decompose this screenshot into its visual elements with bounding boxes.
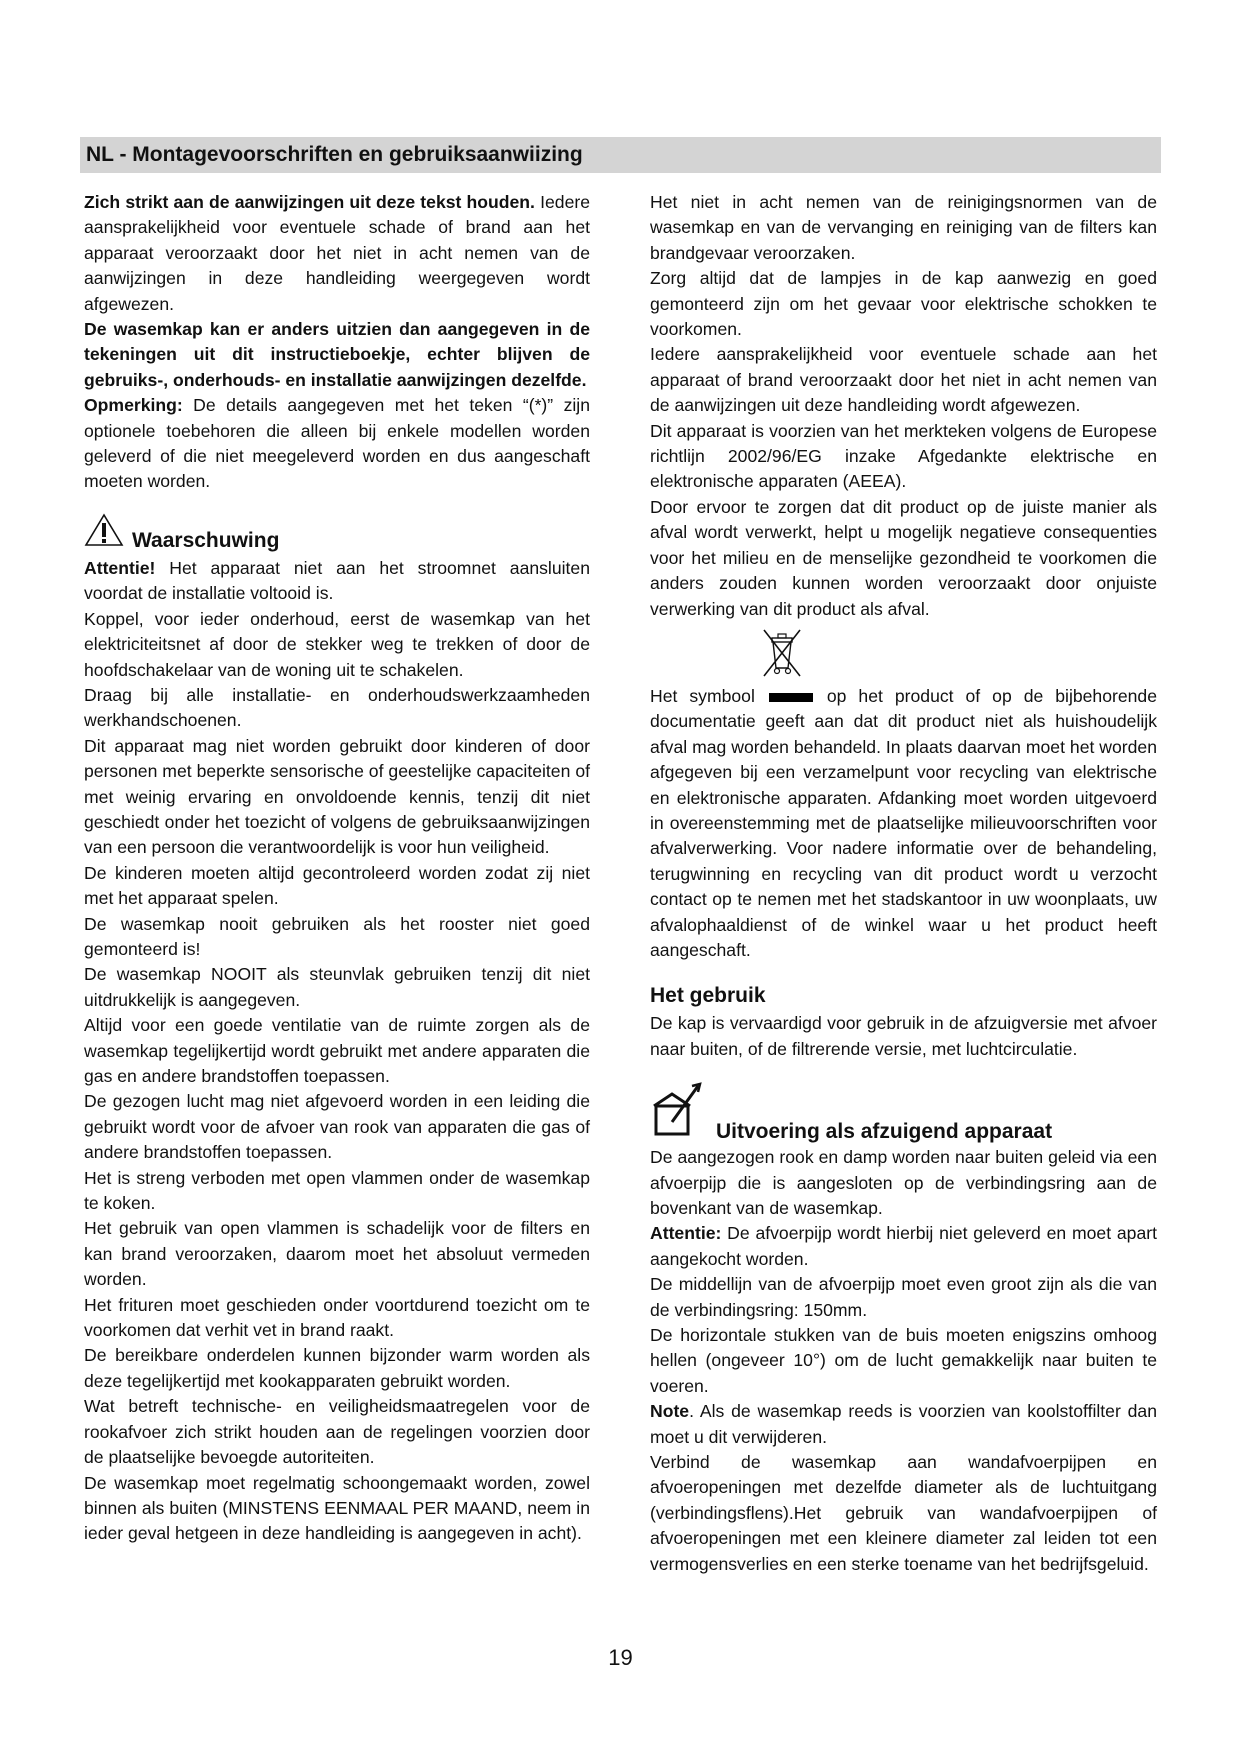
extraction-attention-paragraph <box>650 1221 1157 1272</box>
warning-paragraph: Het gebruik van open vlammen is schadelijk voor de filters en kan brand veroorzaken, daarom moet het absoluut vermeden worden. <box>84 1218 590 1290</box>
diameter-paragraph: De middellijn van de afvoerpijp moet even groot zijn als die van de verbindingsring: 150mm. <box>650 1274 1157 1320</box>
note-paragraph <box>84 393 590 495</box>
lamps-paragraph: Zorg altijd dat de lampjes in de kap aanwezig en goed gemonteerd zijn om het gevaar voor elektrische schokken te voorkomen. <box>650 268 1157 340</box>
liability-paragraph: Iedere aansprakelijkheid voor eventuele schade aan het apparaat of brand veroorzaakt door het niet in acht nemen van de aanwijzingen uit deze handleiding wordt afgewezen. <box>650 344 1157 416</box>
symbol-text: op het product of op de bijbehorende documentatie geeft aan dat dit product niet als huishoudelijk afval mag worden behandeld. In plaats daarvan moet het worden afgegeven bij een verzamelpunt voor recycling van elektrische en elektronische apparaten. Afdanking moet worden uitgevoerd in overeenstemming met de plaatselijke milieuvoorschriften voor afvalverwerking. Voor nadere informatie over de behandeling, terugwinning en recycling van dit product wordt u verzocht contact op te nemen met het stadskantoor in uw woonplaats, uw afvalophaaldienst of de winkel waar u het product heeft aangeschaft. <box>650 685 1158 960</box>
right-column <box>650 190 1157 1577</box>
warning-paragraph: Dit apparaat mag niet worden gebruikt door kinderen of door personen met beperkte sensorische of geestelijke capaciteiten of met weinig ervaring en onvoldoende kennis, tenzij dit niet geschiedt onder het toezicht of volgens de gebruiksaanwijzingen van een persoon die verantwoordelijk is voor hun veiligheid. <box>84 735 590 858</box>
weee-paragraph: Dit apparaat is voorzien van het merkteken volgens de Europese richtlijn 2002/96/EG inzake Afgedankte elektrische en elektronische apparaten (AEEA). <box>650 420 1157 492</box>
use-paragraph: De kap is vervaardigd voor gebruik in de afzuigversie met afvoer naar buiten, of de filtrerende versie, met luchtcirculatie. <box>650 1013 1157 1059</box>
appearance-paragraph: De wasemkap kan er anders uitzien dan aangegeven in de tekeningen uit dit instructieboekje, echter blijven de gebruiks-, onderhouds- en installatie aanwijzingen dezelfde. <box>84 319 590 390</box>
section-header-bar <box>80 137 1161 173</box>
house-extraction-icon <box>650 1082 708 1145</box>
warning-paragraph: Koppel, voor ieder onderhoud, eerst de wasemkap van het elektriciteitsnet af door de stekker weg te trekken of door de hoofdschakelaar van de woning uit te schakelen. <box>84 608 590 680</box>
warning-paragraph: De bereikbare onderdelen kunnen bijzonder warm worden als deze tegelijkertijd met kookapparaten gebruikt worden. <box>84 1345 590 1391</box>
warning-paragraph: De gezogen lucht mag niet afgevoerd worden in een leiding die gebruikt wordt voor de afvoer van rook van apparaten die gas of andere brandstoffen toepassen. <box>84 1091 590 1163</box>
extraction-attention-text: De afvoerpijp wordt hierbij niet geleverd en moet apart aangekocht worden. <box>650 1223 1157 1269</box>
symbol-paragraph <box>650 684 1157 963</box>
warning-paragraph: Wat betreft technische- en veiligheidsmaatregelen voor de rookafvoer zich strikt houden aan de regelingen voorzien door de plaatselijke bevoegde autoriteiten. <box>84 1396 590 1468</box>
cleaning-paragraph: Het niet in acht nemen van de reinigingsnormen van de wasemkap en van de vervanging en reiniging van de filters kan brandgevaar veroorzaken. <box>650 192 1157 263</box>
weee-symbol-row <box>650 622 1157 684</box>
intro-bold: Zich strikt aan de aanwijzingen uit deze tekst houden. <box>84 192 535 212</box>
attention-text: Het apparaat niet aan het stroomnet aansluiten voordat de installatie voltooid is. <box>84 557 590 604</box>
warning-paragraph: De wasemkap NOOIT als steunvlak gebruiken tenzij dit niet uitdrukkelijk is aangegeven. <box>84 964 590 1010</box>
warning-paragraph: De wasemkap nooit gebruiken als het rooster niet goed gemonteerd is! <box>84 913 590 959</box>
warning-paragraph: Draag bij alle installatie- en onderhoudswerkzaamheden werkhandschoenen. <box>84 684 590 731</box>
crossed-bin-icon <box>760 626 804 680</box>
intro-text: Iedere aansprakelijkheid voor eventuele schade of brand aan het apparaat veroorzaakt door het niet in acht nemen van de aanwijzingen in deze handleiding weergegeven wordt afgewezen. <box>84 192 591 314</box>
warning-heading-text: Waarschuwing <box>132 528 280 552</box>
extraction-attention-label: Attentie: <box>650 1223 722 1244</box>
note-label: Opmerking: <box>84 395 183 416</box>
left-column <box>84 190 590 1547</box>
extraction-note-text: . Als de wasemkap reeds is voorzien van koolstoffilter dan moet u dit verwijderen. <box>650 1401 1157 1447</box>
slope-paragraph: De horizontale stukken van de buis moeten enigszins omhoog hellen (ongeveer 10°) om de lucht gemakkelijk naar buiten te voeren. <box>650 1325 1157 1396</box>
warning-triangle-icon <box>84 513 124 554</box>
extraction-note-label: Note <box>650 1401 690 1422</box>
note-text: De details aangegeven met het teken “(*)” zijn optionele toebehoren die alleen bij enkele modellen worden geleverd of die niet meegeleverd worden en dus aangeschaft moeten worden. <box>84 395 590 492</box>
warning-heading <box>84 513 590 554</box>
extraction-heading-text: Uitvoering als afzuigend apparaat <box>716 1120 1053 1144</box>
use-heading-text: Het gebruik <box>650 984 766 1008</box>
warning-paragraph: Altijd voor een goede ventilatie van de ruimte zorgen als de wasemkap tegelijkertijd wordt gebruikt met andere apparaten die gas en andere brandstoffen toepassen. <box>84 1015 590 1086</box>
warning-paragraph: Het frituren moet geschieden onder voortdurend toezicht om te voorkomen dat verhit vet in brand raakt. <box>84 1294 590 1341</box>
symbol-prefix: Het symbool <box>650 685 755 706</box>
attention-label: Attentie! <box>84 557 156 578</box>
black-bar-symbol-icon <box>769 693 813 702</box>
intro-paragraph <box>84 190 590 317</box>
attention-paragraph <box>84 556 590 607</box>
disposal-paragraph: Door ervoor te zorgen dat dit product op de juiste manier als afval wordt verwerkt, helpt u mogelijk negatieve consequenties voor het milieu en de menselijke gezondheid te voorkomen die anders zouden kunnen worden veroorzaakt door onjuiste verwerking van dit product als afval. <box>650 496 1157 619</box>
page-number: 19 <box>608 1645 633 1670</box>
use-heading <box>650 983 1157 1009</box>
extraction-heading <box>650 1082 1157 1145</box>
warning-paragraph: De wasemkap moet regelmatig schoongemaakt worden, zowel binnen als buiten (MINSTENS EENMAAL PER MAAND, neem in ieder geval hetgeen in deze handleiding is aangegeven in acht). <box>84 1472 590 1544</box>
warning-paragraph: De kinderen moeten altijd gecontroleerd worden zodat zij niet met het apparaat spelen. <box>84 862 590 909</box>
warning-paragraph: Het is streng verboden met open vlammen onder de wasemkap te koken. <box>84 1167 590 1214</box>
page-title: NL - Montagevoorschriften en gebruiksaanwiizing <box>86 143 583 166</box>
extraction-note-paragraph <box>650 1399 1157 1450</box>
connection-paragraph: Verbind de wasemkap aan wandafvoerpijpen en afvoeropeningen met dezelfde diameter als de luchtuitgang (verbindingsflens).Het gebruik van wandafvoerpijpen of afvoeropeningen met een kleinere diameter zal leiden tot een vermogensverlies en een sterke toename van het bedrijfsgeluid. <box>650 1452 1157 1574</box>
extraction-paragraph: De aangezogen rook en damp worden naar buiten geleid via een afvoerpijp die is aangesloten op de verbindingsring aan de bovenkant van de wasemkap. <box>650 1147 1157 1218</box>
